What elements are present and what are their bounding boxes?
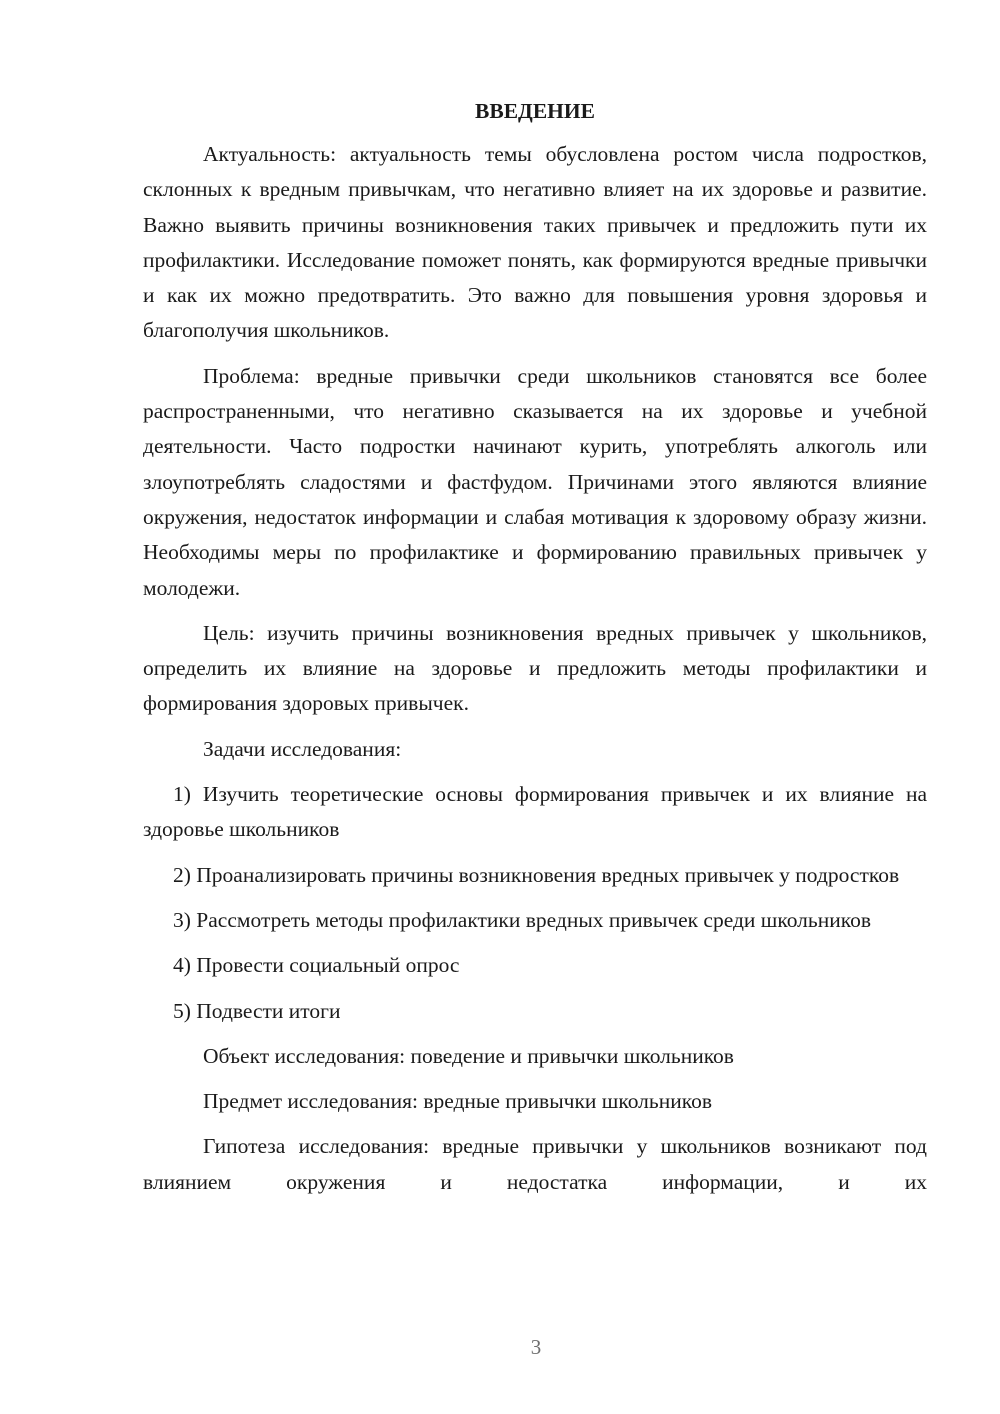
page-number: 3 — [530, 1335, 542, 1359]
paragraph-problem: Проблема: вредные привычки среди школьников становятся все более распространенными, что негативно сказывается на их здоровье и учебной деятельности. Часто подростки начинают курить, употреблять алкоголь или злоупотреблять сладостями и фастфудом. Причинами этого являются влияние окружения, недостаток информации и слабая мотивация к здоровому образу жизни. Необходимы меры по профилактике и формированию правильных привычек у молодежи. — [143, 363, 927, 600]
task-item-5: 5) Подвести итоги — [173, 998, 341, 1023]
task-item-1: 1) Изучить теоретические основы формирования привычек и их влияние на здоровье школьников — [143, 782, 927, 842]
page-content — [143, 94, 927, 1200]
task-item-2: 2) Проанализировать причины возникновения вредных привычек у подростков — [173, 862, 900, 887]
paragraph-relevance: Актуальность: актуальность темы обусловлена ростом числа подростков, склонных к вредным привычкам, что негативно влияет на их здоровье и развитие. Важно выявить причины возникновения таких привычек и предложить пути их профилактики. Исследование поможет понять, как формируются вредные привычки и как их можно предотвратить. Это важно для повышения уровня здоровья и благополучия школьников. — [143, 142, 927, 343]
paragraph-subject: Предмет исследования: вредные привычки школьников — [203, 1089, 712, 1114]
task-item-4: 4) Провести социальный опрос — [173, 953, 460, 978]
paragraph-object: Объект исследования: поведение и привычки школьников — [203, 1043, 734, 1068]
paragraph-tasks-heading: Задачи исследования: — [203, 736, 402, 761]
section-title: ВВЕДЕНИЕ — [475, 99, 595, 123]
task-item-3: 3) Рассмотреть методы профилактики вредных привычек среди школьников — [173, 907, 871, 932]
paragraph-goal: Цель: изучить причины возникновения вредных привычек у школьников, определить их влияние на здоровье и предложить методы профилактики и формирования здоровых привычек. — [143, 620, 927, 716]
paragraph-hypothesis: Гипотеза исследования: вредные привычки у школьников возникают под влиянием окружения и недостатка информации, и их — [143, 1134, 927, 1194]
